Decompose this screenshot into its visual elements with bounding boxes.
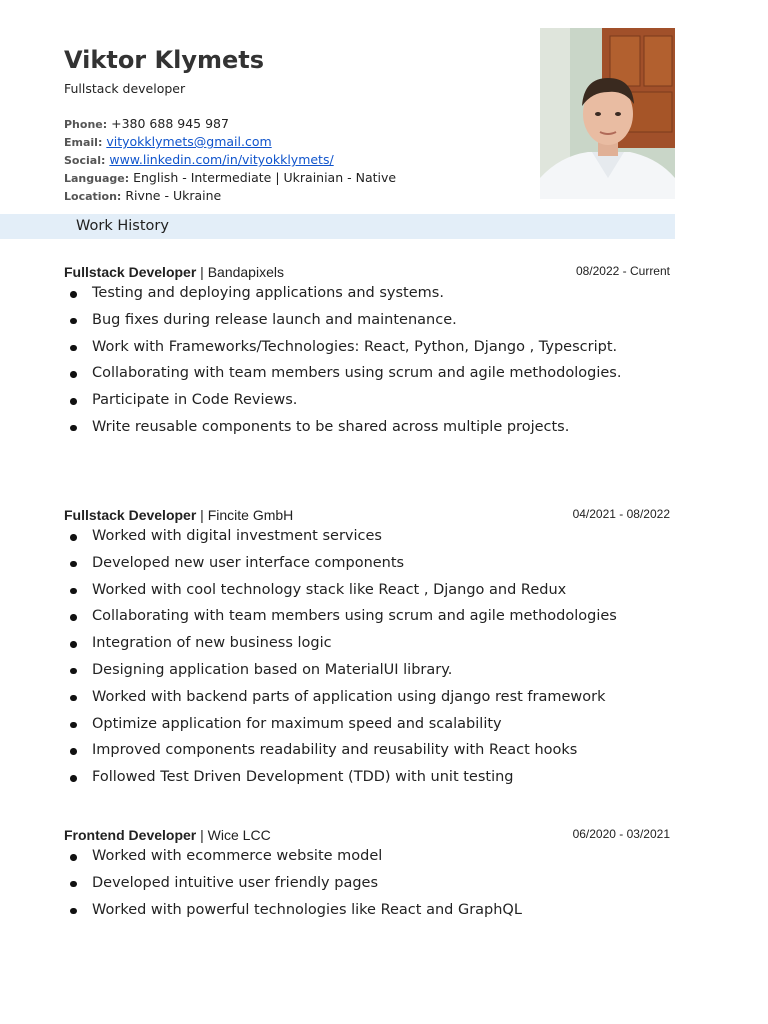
job-entry [64,825,676,923]
language-value: English - Intermediate | Ukrainian - Native [133,170,397,185]
email-link[interactable]: vityokklymets@gmail.com [106,134,272,149]
location-label: Location: [64,190,122,203]
list-item: Bug fixes during release launch and maintenance. [64,307,676,334]
list-item: Worked with ecommerce website model [64,843,676,870]
list-item: Followed Test Driven Development (TDD) with unit testing [64,764,676,791]
job-dates: 08/2022 - Current [575,264,670,278]
linkedin-link[interactable]: www.linkedin.com/in/vityokklymets/ [109,152,334,167]
list-item: Participate in Code Reviews. [64,387,676,414]
candidate-name: Viktor Klymets [64,46,265,74]
job-role: Fullstack Developer [64,264,197,280]
list-item: Collaborating with team members using scrum and agile methodologies [64,603,676,630]
list-item: Optimize application for maximum speed and scalability [64,711,676,738]
social-label: Social: [64,154,106,167]
list-item: Developed intuitive user friendly pages [64,870,676,897]
list-item: Testing and deploying applications and systems. [64,280,676,307]
location-row [64,187,396,205]
contact-info [64,115,396,205]
list-item: Improved components readability and reusability with React hooks [64,737,676,764]
social-row [64,151,396,169]
job-heading: Fullstack Developer | Fincite GmbH [64,507,294,523]
job-title-subtitle: Fullstack developer [64,81,186,96]
section-title: Work History [76,218,169,234]
work-history-header [0,214,675,239]
list-item: Write reusable components to be shared across multiple projects. [64,414,676,441]
list-item: Designing application based on MaterialUI library. [64,657,676,684]
job-entry [64,505,676,791]
job-bullets [64,843,676,923]
job-heading: Fullstack Developer | Bandapixels [64,264,284,280]
job-dates: 06/2020 - 03/2021 [572,827,670,841]
language-row [64,169,396,187]
job-bullets [64,280,676,441]
phone-label: Phone: [64,118,108,131]
email-label: Email: [64,136,103,149]
list-item: Worked with digital investment services [64,523,676,550]
job-company: Wice LCC [207,827,271,843]
profile-photo [540,28,675,199]
language-label: Language: [64,172,130,185]
list-item: Collaborating with team members using scrum and agile methodologies. [64,360,676,387]
job-role: Fullstack Developer [64,507,197,523]
list-item: Developed new user interface components [64,550,676,577]
location-value: Rivne - Ukraine [125,188,222,203]
phone-row [64,115,396,133]
phone-value: +380 688 945 987 [111,116,229,131]
job-bullets [64,523,676,791]
list-item: Worked with backend parts of application using django rest framework [64,684,676,711]
job-company: Fincite GmbH [207,507,294,523]
job-dates: 04/2021 - 08/2022 [572,507,670,521]
job-company: Bandapixels [207,264,284,280]
list-item: Integration of new business logic [64,630,676,657]
list-item: Worked with cool technology stack like React , Django and Redux [64,577,676,604]
list-item: Work with Frameworks/Technologies: React, Python, Django , Typescript. [64,334,676,361]
job-heading: Frontend Developer | Wice LCC [64,827,271,843]
list-item: Worked with powerful technologies like React and GraphQL [64,897,676,924]
job-entry [64,262,676,441]
job-role: Frontend Developer [64,827,197,843]
email-row [64,133,396,151]
